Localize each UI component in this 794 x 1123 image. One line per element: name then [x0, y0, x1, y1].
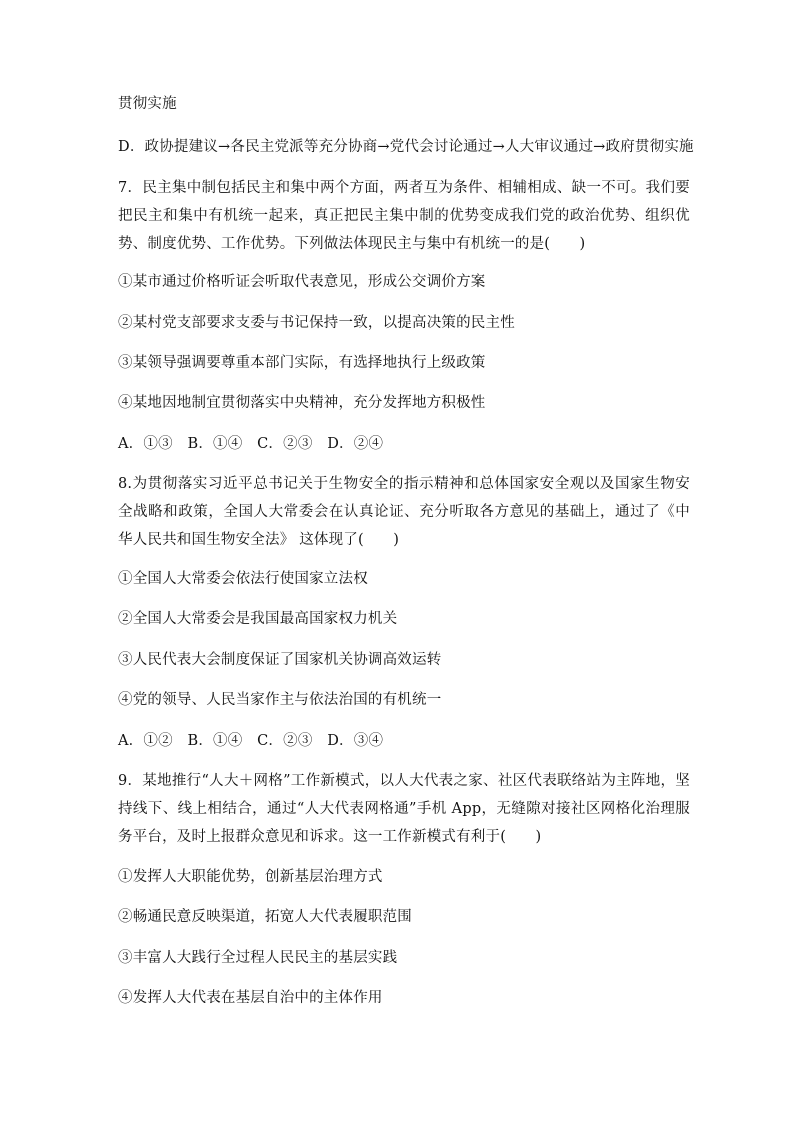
- q8-stem: 8.为贯彻落实习近平总书记关于生物安全的指示精神和总体国家安全观以及国家生物安全战略和政策，全国人大常委会在认真论证、充分听取各方意见的基础上，通过了《中华人民共和国生物安全法》 这体现了( ): [118, 476, 690, 548]
- q8-item-2: ②全国人大常委会是我国最高国家权力机关: [118, 611, 398, 627]
- q7-item-4: ④某地因地制宜贯彻落实中央精神，充分发挥地方积极性: [118, 395, 486, 411]
- q7-item-3: ③某领导强调要尊重本部门实际，有选择地执行上级政策: [118, 355, 486, 371]
- q8-choices: A．①② B．①④ C．②③ D．③④: [118, 733, 384, 749]
- q8-item-4: ④党的领导、人民当家作主与依法治国的有机统一: [118, 692, 442, 708]
- q8-item-3: ③人民代表大会制度保证了国家机关协调高效运转: [118, 652, 442, 668]
- q9-item-1: ①发挥人大职能优势，创新基层治理方式: [118, 869, 383, 885]
- q9-item-3: ③丰富人大践行全过程人民民主的基层实践: [118, 950, 398, 966]
- q8-item-1: ①全国人大常委会依法行使国家立法权: [118, 571, 368, 587]
- q6-option-d: D．政协提建议→各民主党派等充分协商→党代会讨论通过→人大审议通过→政府贯彻实施: [118, 139, 694, 155]
- q9-item-2: ②畅通民意反映渠道，拓宽人大代表履职范围: [118, 909, 412, 925]
- q7-item-1: ①某市通过价格听证会听取代表意见，形成公交调价方案: [118, 274, 486, 290]
- q9-stem: 9．某地推行“人大＋网格”工作新模式，以人大代表之家、社区代表联络站为主阵地，坚持线下、线上相结合，通过“人大代表网格通”手机 App，无缝隙对接社区网格化治理服务平台，及时上报群众意见和诉求。这一工作新模式有利于( ): [118, 773, 690, 845]
- continuation-text: 贯彻实施: [118, 96, 177, 112]
- q7-choices: A．①③ B．①④ C．②③ D．②④: [118, 436, 384, 452]
- q7-stem: 7．民主集中制包括民主和集中两个方面，两者互为条件、相辅相成、缺一不可。我们要把民主和集中有机统一起来，真正把民主集中制的优势变成我们党的政治优势、组织优势、制度优势、工作优势。下列做法体现民主与集中有机统一的是( ): [118, 180, 690, 252]
- q9-item-4: ④发挥人大代表在基层自治中的主体作用: [118, 990, 383, 1006]
- q7-item-2: ②某村党支部要求支委与书记保持一致，以提高决策的民主性: [118, 315, 515, 331]
